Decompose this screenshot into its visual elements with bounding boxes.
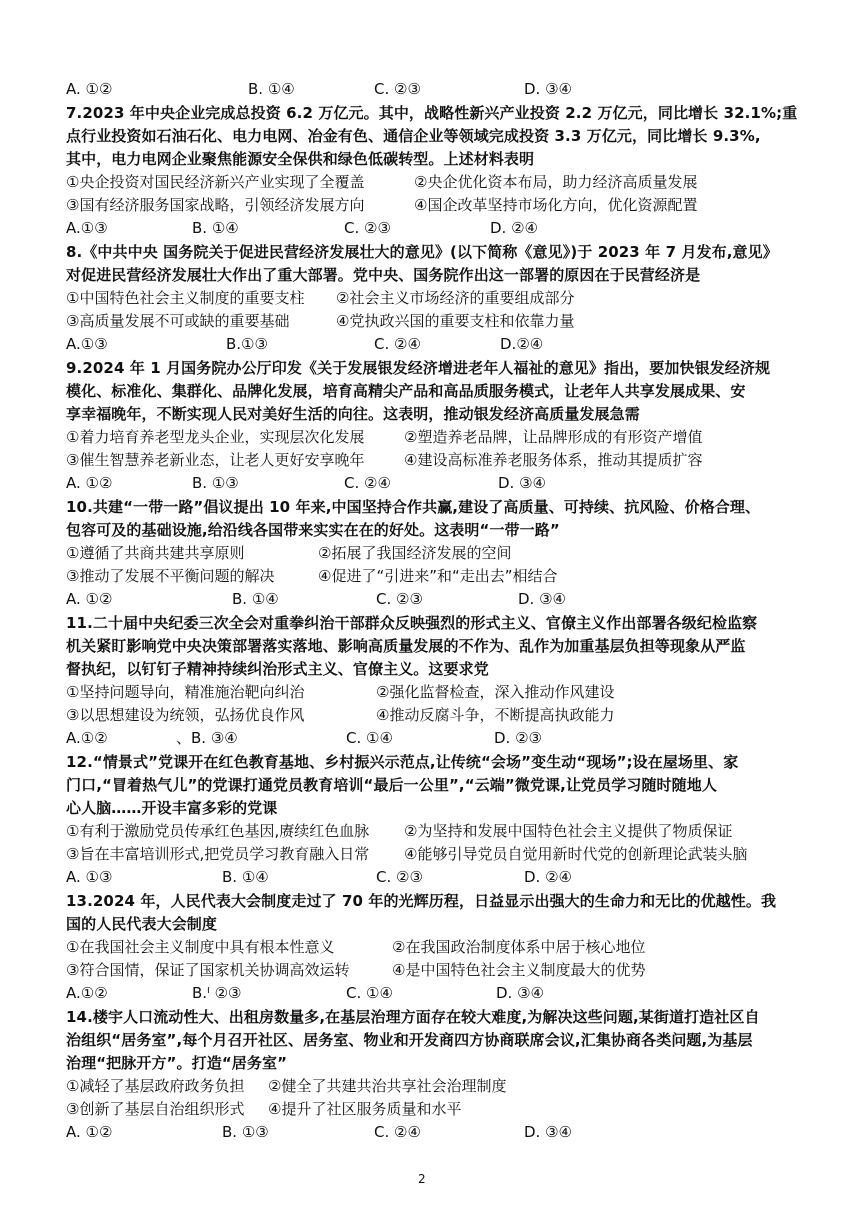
question-text: 治理“把脉开方”。打造“居务室” (66, 1054, 288, 1072)
question-text: 9.2024 年 1 月国务院办公厅印发《关于发展银发经济增进老年人福祉的意见》指出，要加快银发经济规 (66, 359, 771, 377)
choice-c: C. ②③ (376, 868, 423, 886)
question-text: 模化、标准化、集群化、品牌化发展，培育高精尖产品和高品质服务模式，让老年人共享发展成果、安 (66, 382, 746, 400)
choice-a: A. ①② (66, 474, 113, 492)
choice-b: B.ᴵ ②③ (192, 984, 242, 1002)
statement-4: ④国企改革坚持市场化方向，优化资源配置 (414, 196, 698, 214)
statement-1: ①有利于激励党员传承红色基因,赓续红色血脉 (66, 822, 370, 840)
question-text: 机关紧盯影响党中央决策部署落实落地、影响高质量发展的不作为、乱作为加重基层负担等现象从严监 (66, 637, 746, 655)
choice-a: A. ①② (66, 80, 113, 98)
choice-d: D. ③④ (498, 474, 546, 492)
statement-3: ③旨在丰富培训形式,把党员学习教育融入日常 (66, 845, 370, 863)
choice-d: D. ②④ (490, 219, 538, 237)
statement-2: ②央企优化资本布局，助力经济高质量发展 (414, 173, 698, 191)
statement-1: ①中国特色社会主义制度的重要支柱 (66, 289, 305, 307)
statement-1: ①在我国社会主义制度中具有根本性意义 (66, 938, 335, 956)
choice-c: C. ②④ (344, 474, 391, 492)
choice-b: B. ①④ (192, 219, 239, 237)
statement-3: ③国有经济服务国家战略，引领经济发展方向 (66, 196, 365, 214)
choice-a: A. ①③ (66, 868, 113, 886)
choice-d: D. ②③ (494, 729, 542, 747)
statement-4: ④提升了社区服务质量和水平 (268, 1100, 462, 1118)
statement-2: ②强化监督检查，深入推动作风建设 (376, 683, 615, 701)
statement-3: ③催生智慧养老新业态，让老人更好安享晚年 (66, 451, 365, 469)
question-text: 点行业投资如石油石化、电力电网、冶金有色、通信企业等领域完成投资 3.3 万亿元，同比增长 9.3%, (66, 127, 761, 145)
question-text: 11.二十届中央纪委三次全会对重拳纠治干部群众反映强烈的形式主义、官僚主义作出部署各级纪检监察 (66, 614, 758, 632)
statement-3: ③符合国情，保证了国家机关协调高效运转 (66, 961, 350, 979)
question-text: 国的人民代表大会制度 (66, 915, 218, 933)
question-text: 治组织“居务室”,每个月召开社区、居务室、物业和开发商四方协商联席会议,汇集协商各类问题,为基层 (66, 1031, 753, 1049)
choice-c: C. ②④ (374, 335, 421, 353)
question-text: 心人脑……开设丰富多彩的党课 (66, 799, 278, 817)
choice-c: C. ①④ (346, 984, 393, 1002)
choice-b: B. ①③ (192, 474, 239, 492)
statement-1: ①央企投资对国民经济新兴产业实现了全覆盖 (66, 173, 365, 191)
choice-c: C. ②③ (344, 219, 391, 237)
statement-3: ③以思想建设为统领，弘扬优良作风 (66, 706, 305, 724)
question-text: 督执纪，以钉钉子精神持续纠治形式主义、官僚主义。这要求党 (66, 660, 489, 678)
choice-b: B.①③ (226, 335, 268, 353)
statement-1: ①遵循了共商共建共享原则 (66, 544, 245, 562)
question-text: 7.2023 年中央企业完成总投资 6.2 万亿元。其中，战略性新兴产业投资 2.2 万亿元，同比增长 32.1%;重 (66, 104, 798, 122)
statement-4: ④能够引导党员自觉用新时代党的创新理论武装头脑 (404, 845, 748, 863)
statement-4: ④推动反腐斗争，不断提高执政能力 (376, 706, 615, 724)
question-text: 10.共建“一带一路”倡议提出 10 年来,中国坚持合作共赢,建设了高质量、可持续、抗风险、价格合理、 (66, 498, 761, 516)
statement-4: ④党执政兴国的重要支柱和依靠力量 (336, 312, 575, 330)
statement-2: ②塑造养老品牌，让品牌形成的有形资产增值 (404, 428, 703, 446)
question-text: 享幸福晚年，不断实现人民对美好生活的向往。这表明，推动银发经济高质量发展急需 (66, 405, 640, 423)
statement-1: ①坚持问题导向，精准施治靶向纠治 (66, 683, 305, 701)
question-text: 其中，电力电网企业聚焦能源安全保供和绿色低碳转型。上述材料表明 (66, 150, 535, 168)
choice-b: B. ①④ (248, 80, 295, 98)
statement-1: ①着力培育养老型龙头企业，实现层次化发展 (66, 428, 365, 446)
choice-b: B. ①③ (222, 1123, 269, 1141)
question-text: 13.2024 年，人民代表大会制度走过了 70 年的光辉历程，日益显示出强大的生命力和无比的优越性。我 (66, 892, 777, 910)
choice-a: A.①② (66, 729, 108, 747)
choice-d: D. ③④ (524, 80, 572, 98)
question-text: 对促进民营经济发展壮大作出了重大部署。党中央、国务院作出这一部署的原因在于民营经济是 (66, 266, 701, 284)
question-text: 8.《中共中央 国务院关于促进民营经济发展壮大的意见》(以下简称《意见》)于 2023 年 7 月发布,意见》 (66, 243, 778, 261)
statement-2: ②拓展了我国经济发展的空间 (318, 544, 512, 562)
choice-d: D. ②④ (524, 868, 572, 886)
choice-b: B. ①④ (222, 868, 269, 886)
statement-4: ④是中国特色社会主义制度最大的优势 (392, 961, 646, 979)
question-text: 包容可及的基础设施,给沿线各国带来实实在在的好处。这表明“一带一路” (66, 521, 560, 539)
statement-4: ④促进了“引进来”和“走出去”相结合 (318, 567, 558, 585)
statement-3: ③推动了发展不平衡问题的解决 (66, 567, 275, 585)
question-text: 14.楼宇人口流动性大、出租房数量多,在基层治理方面存在较大难度,为解决这些问题,某街道打造社区自 (66, 1008, 760, 1026)
choice-d: D.②④ (500, 335, 544, 353)
statement-1: ①减轻了基层政府政务负担 (66, 1077, 245, 1095)
choice-c: C. ①④ (346, 729, 393, 747)
statement-2: ②为坚持和发展中国特色社会主义提供了物质保证 (404, 822, 733, 840)
choice-a: A.①② (66, 984, 108, 1002)
choice-c: C. ②③ (374, 80, 421, 98)
choice-d: D. ③④ (518, 590, 566, 608)
choice-a: A. ①② (66, 1123, 113, 1141)
question-text: 12.“情景式”党课开在红色教育基地、乡村振兴示范点,让传统“会场”变生动“现场”;设在屋场里、家 (66, 753, 739, 771)
choice-c: C. ②③ (376, 590, 423, 608)
statement-3: ③创新了基层自治组织形式 (66, 1100, 245, 1118)
statement-4: ④建设高标准养老服务体系，推动其提质扩容 (404, 451, 703, 469)
statement-2: ②社会主义市场经济的重要组成部分 (336, 289, 575, 307)
choice-a: A.①③ (66, 219, 108, 237)
statement-2: ②在我国政治制度体系中居于核心地位 (392, 938, 646, 956)
choice-b: 、B. ③④ (176, 729, 238, 747)
page-number: 2 (418, 1172, 426, 1186)
question-text: 门口,“冒着热气儿”的党课打通党员教育培训“最后一公里”,“云端”微党课,让党员学习随时随地人 (66, 776, 717, 794)
choice-c: C. ②④ (374, 1123, 421, 1141)
choice-d: D. ③④ (524, 1123, 572, 1141)
choice-a: A.①③ (66, 335, 108, 353)
choice-b: B. ①④ (232, 590, 279, 608)
choice-d: D. ③④ (496, 984, 544, 1002)
choice-a: A. ①② (66, 590, 113, 608)
statement-3: ③高质量发展不可或缺的重要基础 (66, 312, 290, 330)
statement-2: ②健全了共建共治共享社会治理制度 (268, 1077, 507, 1095)
